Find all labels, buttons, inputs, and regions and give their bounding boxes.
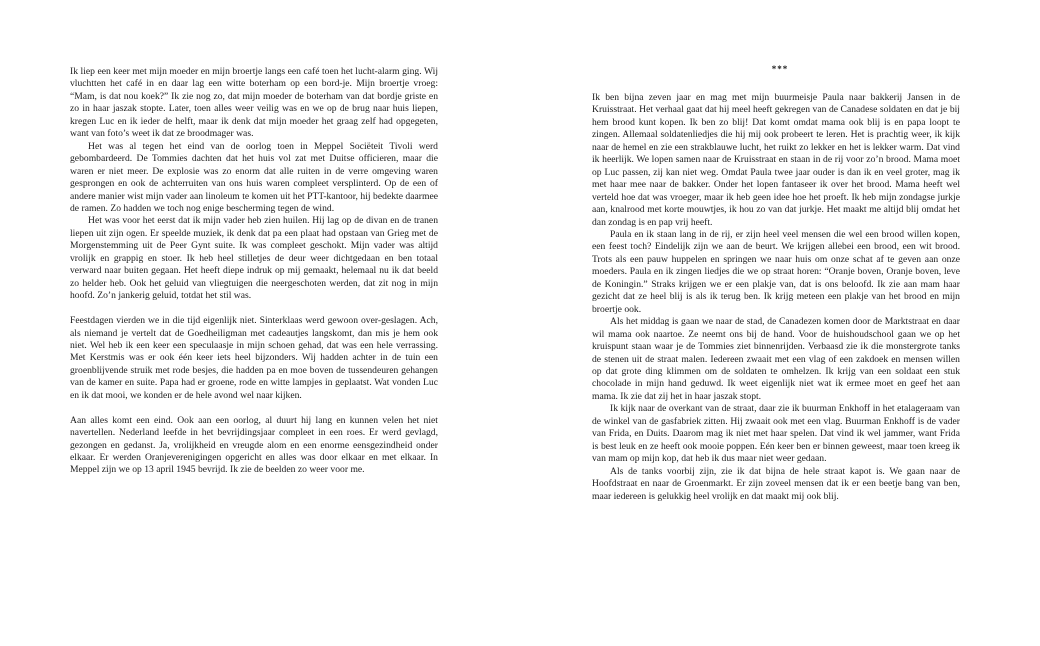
right-page-text-column bbox=[592, 92, 960, 503]
paragraph: Als de tanks voorbij zijn, zie ik dat bijna de hele straat kapot is. We gaan naar de Hoofdstraat en naar de Groenmarkt. Er zijn zoveel mensen dat ik er een beetje bang van ben, maar iedereen is gelukkig heel vrolijk en dat maakt mij ook blij. bbox=[592, 465, 960, 502]
paragraph: Ik ben bijna zeven jaar en mag met mijn buurmeisje Paula naar bakkerij Jansen in de Kruisstraat. Het verhaal gaat dat hij meel heeft gekregen van de Canadese soldaten en dat je bij hem brood kunt kopen. Ik ben zo blij! Dat komt omdat mama ook blij is en papa loopt te zingen. Allemaal soldatenliedjes die hij mij ook probeert te leren. Het is prachtig weer, ik kijk naar de hemel en zie een strakblauwe lucht, het ruikt zo lekker en het is lekker warm. Dat vind ik heerlijk. We lopen samen naar de Kruisstraat en staan in de rij voor zo’n brood. Mama moet op Luc passen, zij kan niet weg. Omdat Paula twee jaar ouder is dan ik en veel groter, mag ik met haar mee naar de bakker. Onder het lopen fantaseer ik over het brood. Mama heeft wel verteld hoe dat was vroeger, maar ik heb geen idee hoe het proeft. Ik heb mijn zondagse jurkje aan, knalrood met korte mouwtjes, ik hou zo van dat jurkje. Het maakt me altijd blij omdat het dan zondag is en pap vrij heeft. bbox=[592, 92, 960, 228]
right-page bbox=[520, 0, 1040, 646]
section-break-mark: *** bbox=[771, 64, 789, 74]
left-page-text-column bbox=[70, 66, 438, 477]
paragraph: Feestdagen vierden we in die tijd eigenlijk niet. Sinterklaas werd gewoon over-geslagen. Ach, als niemand je vertelt dat de Goedheiligman met cadeautjes langskomt, dan mis je hem ook niet. Wel heb ik een keer een speculaasje in mijn schoen gehad, dat was een hele verrassing. Met Kerstmis was er ook één keer iets heel bijzonders. Wij hadden achter in de tuin een groenblijvende struik met rode besjes, die hadden pa en moe boven de tussendeuren gehangen van de kamer en suite. Papa had er groene, rode en witte lampjes in geplaatst. Wat vonden Luc en ik dat mooi, we konden er de hele avond wel naar kijken. bbox=[70, 315, 438, 401]
paragraph: Ik liep een keer met mijn moeder en mijn broertje langs een café toen het lucht-alarm ging. Wij vluchtten het café in en daar lag een witte boterham op een bord-je. Mijn broertje vroeg: “Mam, is dat nou koek?” Ik zie nog zo, dat mijn moeder de boterham van dat bordje griste en zo in haar jaszak stopte. Later, toen alles weer veilig was en we op de brug naar huis liepen, kregen Luc en ik ieder de helft, maar ik denk dat mijn moeder het graag zelf had opgegeten, want van foto’s weet ik dat ze broodmager was. bbox=[70, 66, 438, 140]
paragraph: Als het middag is gaan we naar de stad, de Canadezen komen door de Marktstraat en daar wil mama ook naartoe. Ze neemt ons bij de hand. Voor de huishoudschool gaan we op het kruispunt staan waar je de Tommies ziet binnenrijden. Verbaasd zie ik die monstergrote tanks de stenen uit de straat malen. Iedereen zwaait met een vlag of een zakdoek en mensen willen op dat grote ding klimmen om de soldaten te omhelzen. Ik krijg van een soldaat een stuk chocolade in mijn hand geduwd. Ik weet eigenlijk niet wat ik ermee moet en geef het aan mama. Ik zie dat zij het in haar jaszak stopt. bbox=[592, 316, 960, 402]
paragraph: Het was al tegen het eind van de oorlog toen in Meppel Sociëteit Tivoli werd gebombardeerd. De Tommies dachten dat het huis vol zat met Duitse officieren, maar die waren er niet meer. De explosie was zo enorm dat alle ruiten in de verre omgeving waren gesprongen en ook de achterruiten van ons huis waren compleet versplinterd. Op de een of andere manier wist mijn vader aan linoleum te komen uit het PTT-kantoor, hij bedekte daarmee de ramen. Zo hadden we toch nog enige bescherming tegen de wind. bbox=[70, 140, 438, 214]
paragraph: Ik kijk naar de overkant van de straat, daar zie ik buurman Enkhoff in het etalageraam van de winkel van de gasfabriek zitten. Hij zwaait ook met een vlag. Buurman Enkhoff is de vader van Frida, en Duits. Daarom mag ik niet met haar spelen. Dat vind ik wel jammer, want Frida is best leuk en ze heeft ook mooie poppen. Eén keer ben er binnen geweest, maar toen kreeg ik van mam op mijn kop, dat heb ik dus maar niet weer gedaan. bbox=[592, 403, 960, 465]
paragraph: Het was voor het eerst dat ik mijn vader heb zien huilen. Hij lag op de divan en de tranen liepen uit zijn ogen. Er speelde muziek, ik denk dat pa een plaat had opstaan van Grieg met de Morgenstemming uit de Peer Gynt suite. Ik was compleet geschokt. Mijn vader was altijd vrolijk en grappig en stoer. Ik heb heel stilletjes de deur weer dichtgedaan en ben totaal verward naar buiten gegaan. Het heeft diepe indruk op mij gemaakt, helemaal nu ik dat beeld zo helder heb. Ook het geluid van vliegtuigen die neergeschoten werden, dat zit nog in mijn hoofd. Zo’n jankerig geluid, totdat het stil was. bbox=[70, 215, 438, 302]
paragraph: Paula en ik staan lang in de rij, er zijn heel veel mensen die wel een brood willen kopen, een feest toch? Eindelijk zijn we aan de beurt. We krijgen allebei een brood, een wit brood. Trots als een pauw huppelen en springen we naar huis om onze schat af te geven aan onze moeders. Paula en ik zingen liedjes die we op straat horen: “Oranje boven, Oranje boven, leve de Koningin.” Straks krijgen we er een plakje van, dat is ons beloofd. Ik zie aan mam haar gezicht dat ze heel blij is als ik terug ben. Ik krijg meteen een plakje van het brood en mijn broertje ook. bbox=[592, 228, 960, 315]
paragraph: Aan alles komt een eind. Ook aan een oorlog, al duurt hij lang en kunnen velen het niet navertellen. Nederland leefde in het bevrijdingsjaar compleet in een roes. Er werd gevlagd, gezongen en gedanst. Ja, vrolijkheid en vreugde alom en een enorme eensgezindheid onder elkaar. Er werden Oranjeverenigingen opgericht en alles was door elkaar en met elkaar. In Meppel zijn we op 13 april 1945 bevrijd. Ik zie de beelden zo weer voor me. bbox=[70, 414, 438, 476]
